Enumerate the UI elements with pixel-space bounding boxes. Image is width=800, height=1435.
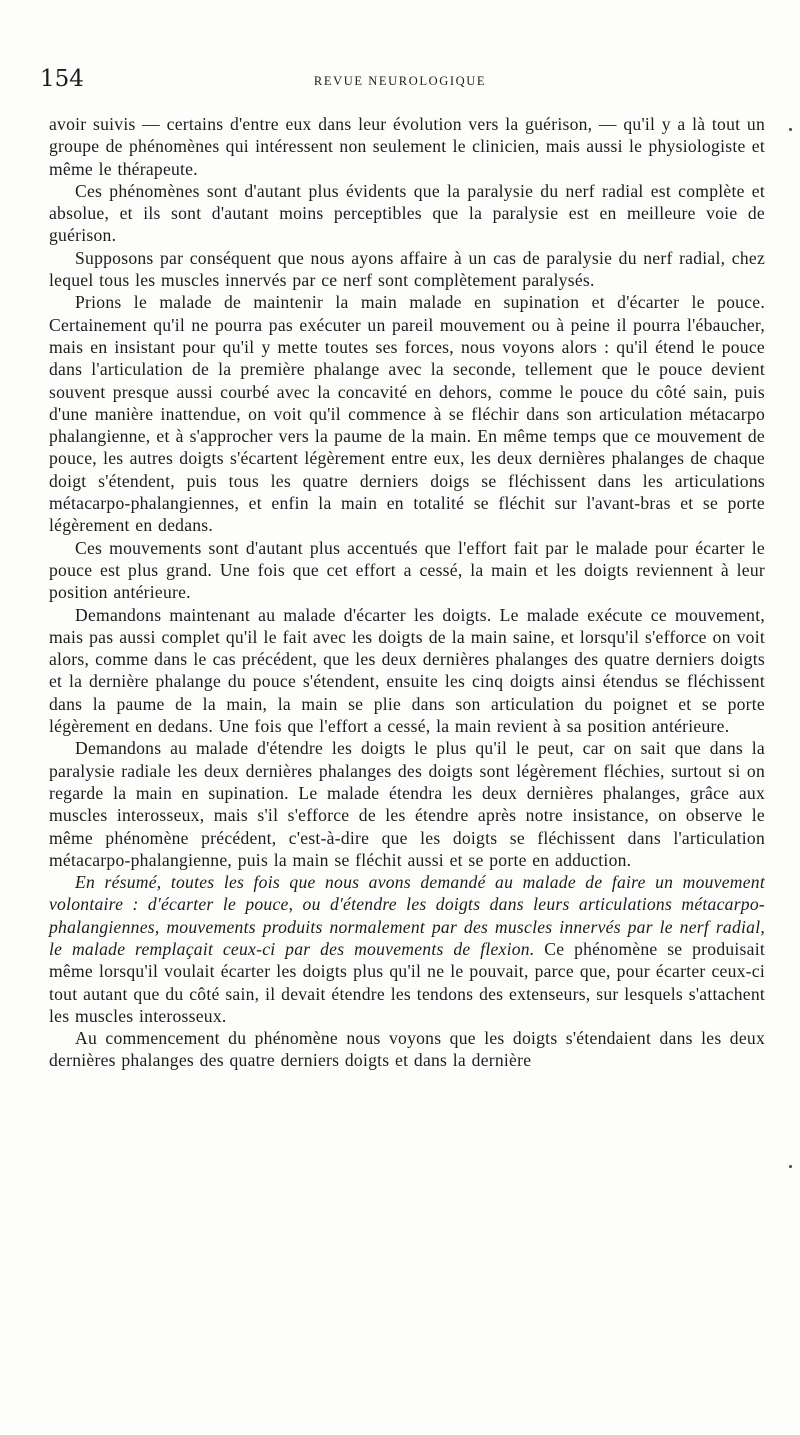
paragraph: Demandons au malade d'étendre les doigts le plus qu'il le peut, car on sait que dans la paralysie radiale les deux dernières phalanges des doigts sont légèrement fléchies, surtout si on regarde la main en supination. Le malade étendra les deux dernières phalanges, grâce aux muscles interosseux, mais s'il s'efforce de les étendre après notre insistance, on observe le même phénomène précédent, c'est-à-dire que les doigts se fléchissent dans l'articulation métacarpo-phalangienne, puis la main se fléchit aussi et se porte en adduction. [49,738,765,870]
body-text [49,113,765,1072]
paragraph: Ces phénomènes sont d'autant plus évidents que la paralysie du nerf radial est complète et absolue, et ils sont d'autant moins perceptibles que la paralysie est en meilleure voie de guérison. [49,180,765,246]
paragraph: Demandons maintenant au malade d'écarter les doigts. Le malade exécute ce mouvement, mais pas aussi complet qu'il le fait avec les doigts de la main saine, et lorsqu'il s'efforce on voit alors, comme dans le cas précédent, que les deux dernières phalanges des quatre derniers doigts et la dernière phalange du pouce s'étendent, ensuite les cinq doigts ainsi étendus se fléchissent dans la paume de la main, la main se plie dans son articulation du poignet et se porte légèrement en dedans. Une fois que l'effort a cessé, la main revient à sa position antérieure. [49,604,765,737]
running-head: REVUE NEUROLOGIQUE [313,74,487,88]
paragraph: Supposons par conséquent que nous ayons affaire à un cas de paralysie du nerf radial, chez lequel tous les muscles innervés par ce nerf sont complètement paralysés. [49,247,765,291]
paragraph: avoir suivis — certains d'entre eux dans leur évolution vers la guérison, — qu'il y a là tout un groupe de phénomènes qui intéressent non seulement le clinicien, mais aussi le physiologiste et même le thérapeute. [49,114,765,179]
paragraph: Au commencement du phénomène nous voyons que les doigts s'étendaient dans les deux dernières phalanges des quatre derniers doigts et dans la dernière [49,1028,765,1071]
margin-mark [789,128,792,131]
paragraph: Prions le malade de maintenir la main malade en supination et d'écarter le pouce. Certainement qu'il ne pourra pas exécuter un pareil mouvement ou à peine il pourra l'ébaucher, mais en insistant pour qu'il y mette toutes ses forces, nous voyons alors : qu'il étend le pouce dans l'articulation de la première phalange avec la seconde, tellement que le pouce devient souvent presque aussi courbé avec la concavité en dehors, comme le pouce du côté sain, puis d'une manière inattendue, on voit qu'il commence à se fléchir dans son articulation métacarpo phalangienne, et à s'approcher vers la paume de la main. En même temps que ce mouvement de pouce, les autres doigts s'écartent légèrement entre eux, les deux dernières phalanges de chaque doigt s'étendent, puis tous les quatre derniers doigs se fléchissent dans les articulations métacarpo-phalangiennes, et enfin la main en totalité se fléchit sur l'avant-bras et se porte légèrement en dedans. [49,292,765,536]
summary-italic-text: En résumé, toutes les fois que nous avons demandé au malade de faire un mouvement volontaire : d'écarter le pouce, ou d'étendre les doigts dans leurs articulations métacarpo-phalangiennes, mouvements produits normalement par des muscles innervés par le nerf radial, le malade remplaçait ceux-ci par des mouvements de flexion. [49,872,765,959]
paragraph: Ces mouvements sont d'autant plus accentués que l'effort fait par le malade pour écarter le pouce est plus grand. Une fois que cet effort a cessé, la main et les doigts reviennent à leur position antérieure. [49,537,765,603]
page-number: 154 [40,66,84,92]
summary-paragraph [49,871,765,1027]
summary-roman-text: Ce phénomène se produisait même lorsqu'il voulait écarter les doigts plus qu'il ne le pouvait, parce que, pour écarter ceux-ci tout autant que du côté sain, il devait étendre les tendons des extenseurs, sur lesquels s'attachent les muscles interosseux. [49,938,765,1026]
margin-mark [789,1165,792,1168]
